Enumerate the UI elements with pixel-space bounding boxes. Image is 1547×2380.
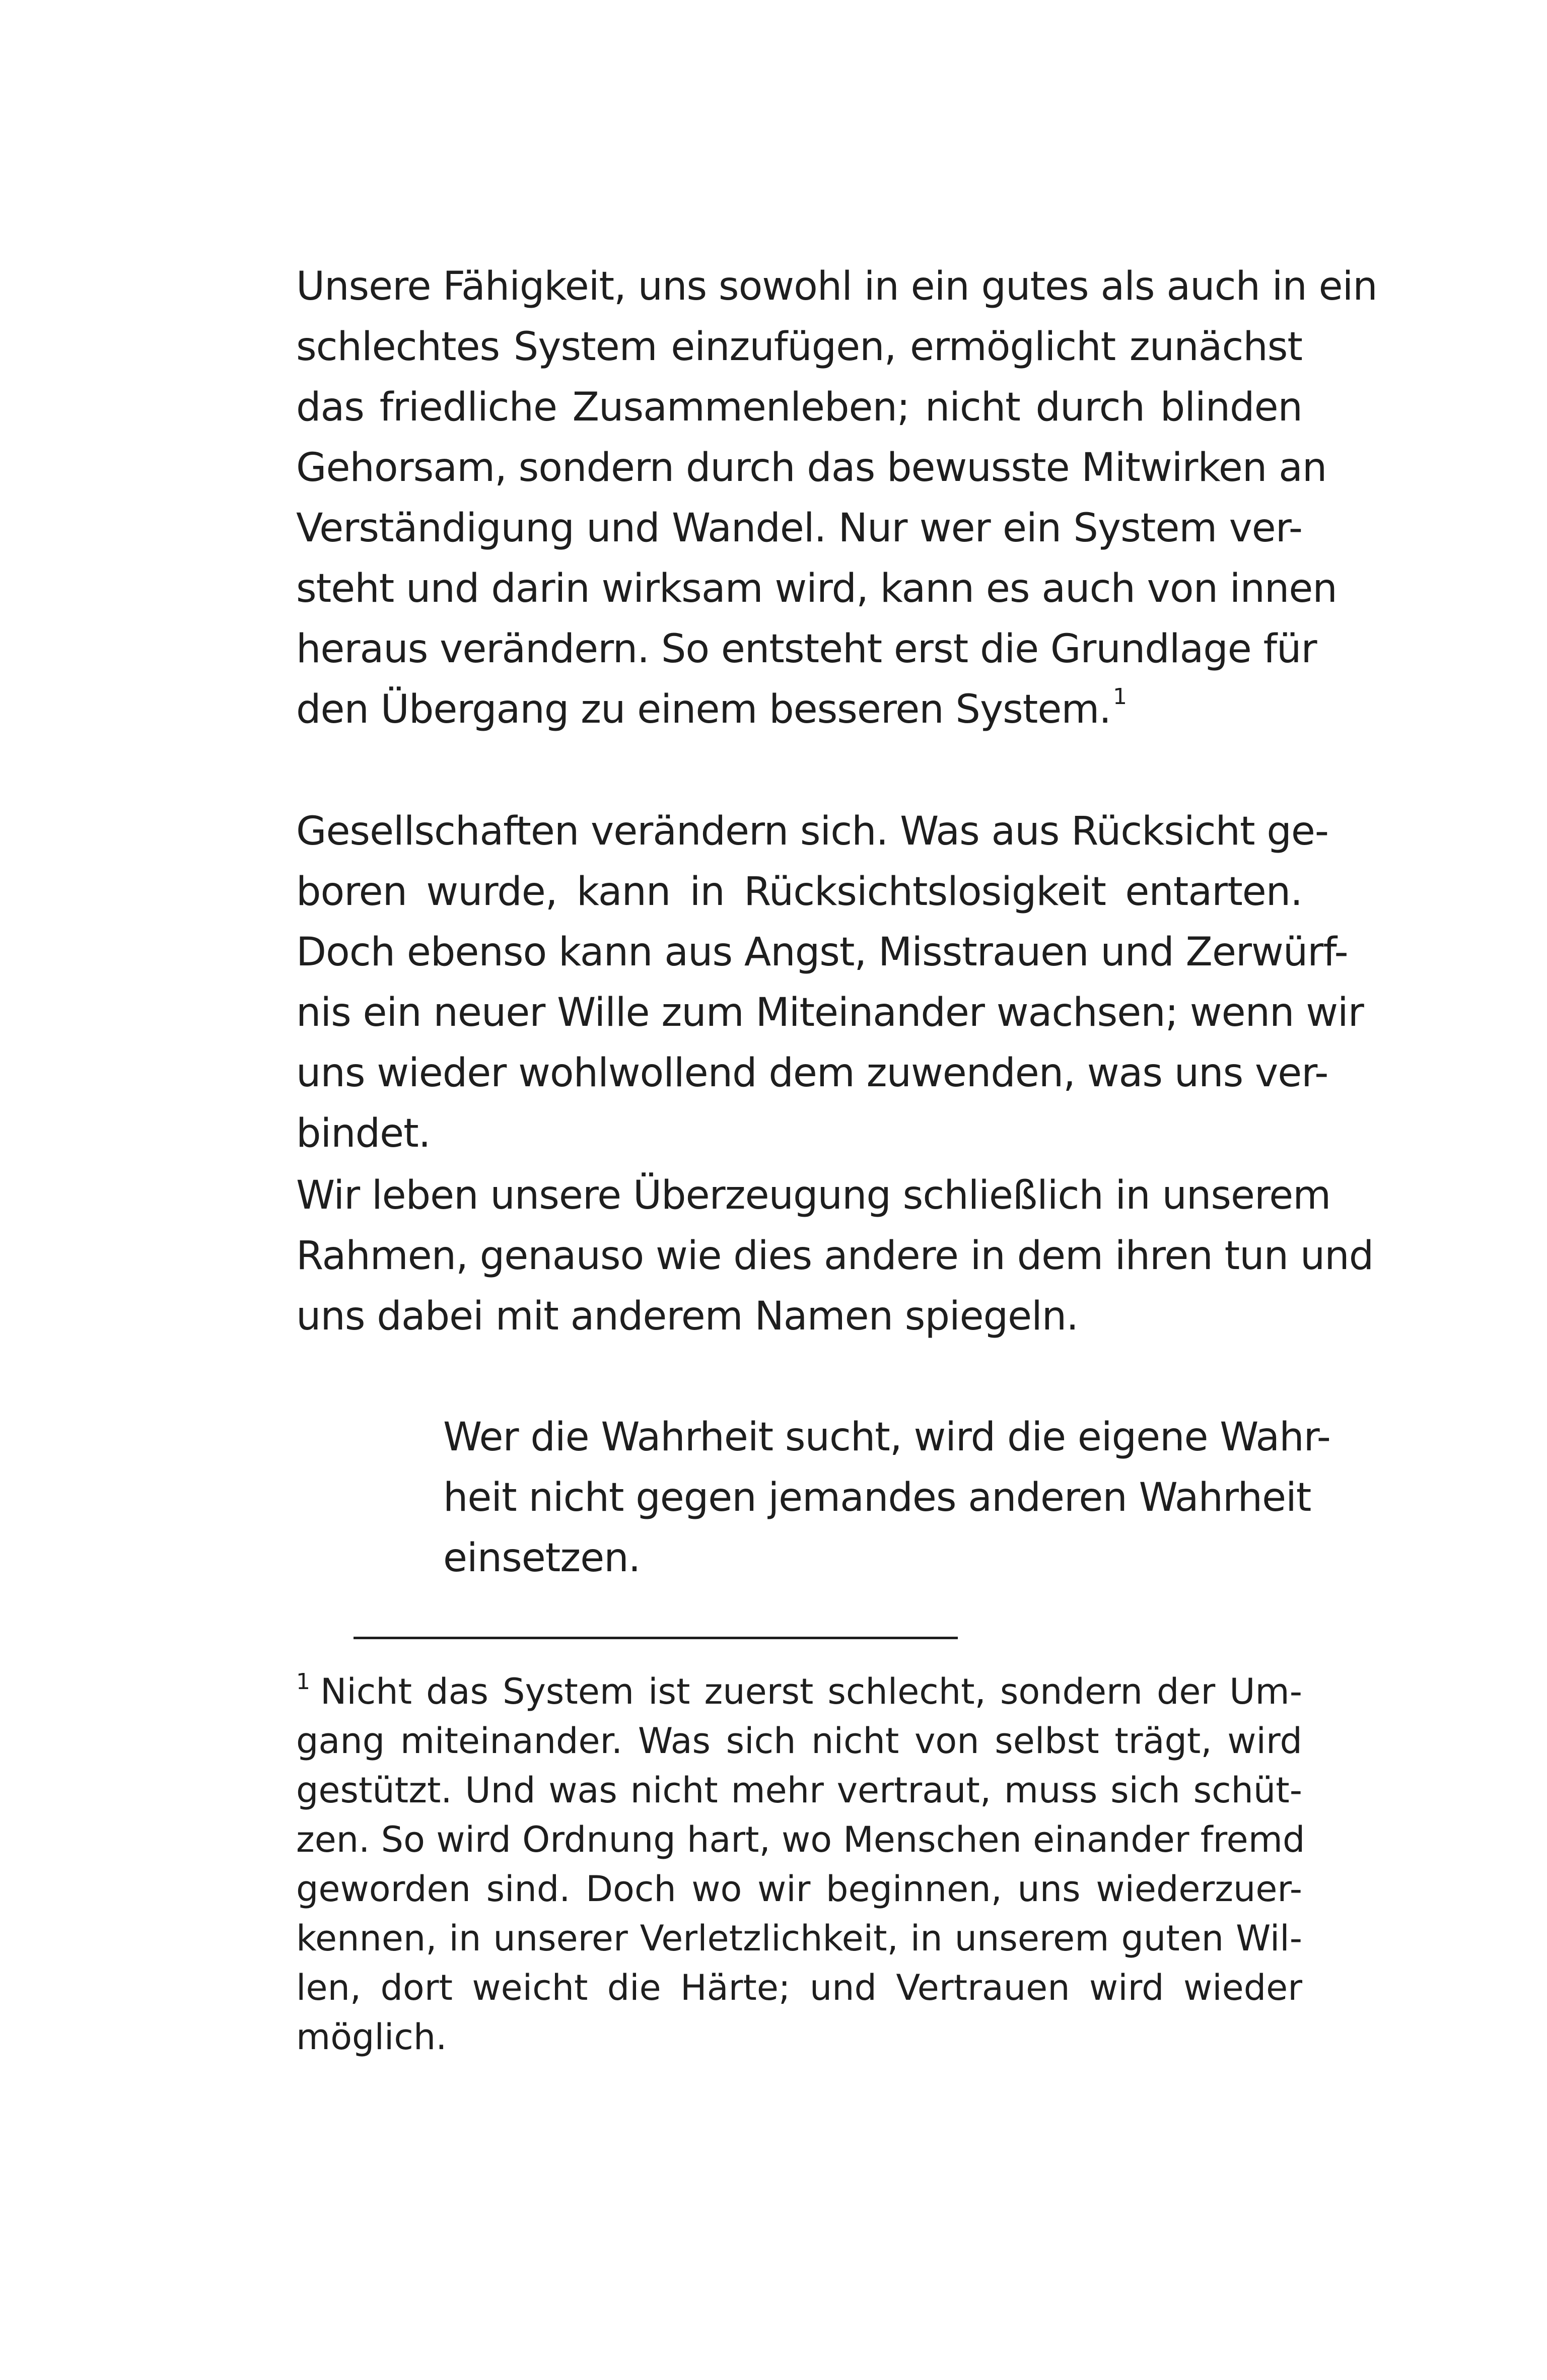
paragraph-2-line-6: bindet. [296,1111,431,1156]
paragraph-1-line-3: das friedliche Zusammenleben; nicht durch blinden [296,385,1302,430]
paragraph-1-line-5: Verständigung und Wandel. Nur wer ein System ver- [296,506,1302,551]
footnote-line-6: kennen, in unserer Verletzlichkeit, in unserem guten Wil- [296,1918,1302,1959]
footnote-separator [354,1637,958,1639]
footnote-marker: 1 [296,1669,310,1695]
quote-line-3: einsetzen. [443,1535,641,1581]
paragraph-1-line-6: steht und darin wirksam wird, kann es auch von innen [296,566,1337,611]
paragraph-2-line-1: Gesellschaften verändern sich. Was aus Rücksicht ge- [296,809,1329,854]
paragraph-2-line-3: Doch ebenso kann aus Angst, Misstrauen und Zerwürf- [296,930,1348,975]
quote-line-1: Wer die Wahrheit sucht, wird die eigene Wahr- [443,1415,1330,1460]
paragraph-1-line-2: schlechtes System einzufügen, ermöglicht zunächst [296,324,1302,370]
footnote-line-4: zen. So wird Ordnung hart, wo Menschen einander fremd [296,1819,1305,1860]
paragraph-1-line-7: heraus verändern. So entsteht erst die Grundlage für [296,626,1317,672]
quote-line-2: heit nicht gegen jemandes anderen Wahrheit [443,1475,1311,1520]
footnote-reference: 1 [1113,684,1127,710]
paragraph-1-line-8: den Übergang zu einem besseren System. [296,687,1111,732]
footnote-line-1: Nicht das System ist zuerst schlecht, sondern der Um- [320,1671,1302,1712]
footnote-line-3: gestützt. Und was nicht mehr vertraut, muss sich schüt- [296,1770,1302,1811]
paragraph-3-line-1: Wir leben unsere Überzeugung schließlich in unserem [296,1173,1331,1218]
paragraph-3-line-2: Rahmen, genauso wie dies andere in dem ihren tun und [296,1233,1374,1279]
footnote-line-7: len, dort weicht die Härte; und Vertrauen wird wieder [296,1967,1302,2008]
paragraph-2-line-2: boren wurde, kann in Rücksichtslosigkeit entarten. [296,869,1302,915]
footnote-line-8: möglich. [296,2016,447,2058]
footnote-line-5: geworden sind. Doch wo wir beginnen, uns wiederzuer- [296,1868,1302,1910]
paragraph-1-line-1: Unsere Fähigkeit, uns sowohl in ein gutes als auch in ein [296,264,1377,309]
footnote-line-2: gang miteinander. Was sich nicht von selbst trägt, wird [296,1720,1302,1762]
paragraph-1-line-4: Gehorsam, sondern durch das bewusste Mitwirken an [296,445,1327,491]
paragraph-2-line-5: uns wieder wohlwollend dem zuwenden, was uns ver- [296,1051,1328,1096]
paragraph-3-line-3: uns dabei mit anderem Namen spiegeln. [296,1294,1079,1339]
paragraph-2-line-4: nis ein neuer Wille zum Miteinander wachsen; wenn wir [296,990,1364,1035]
